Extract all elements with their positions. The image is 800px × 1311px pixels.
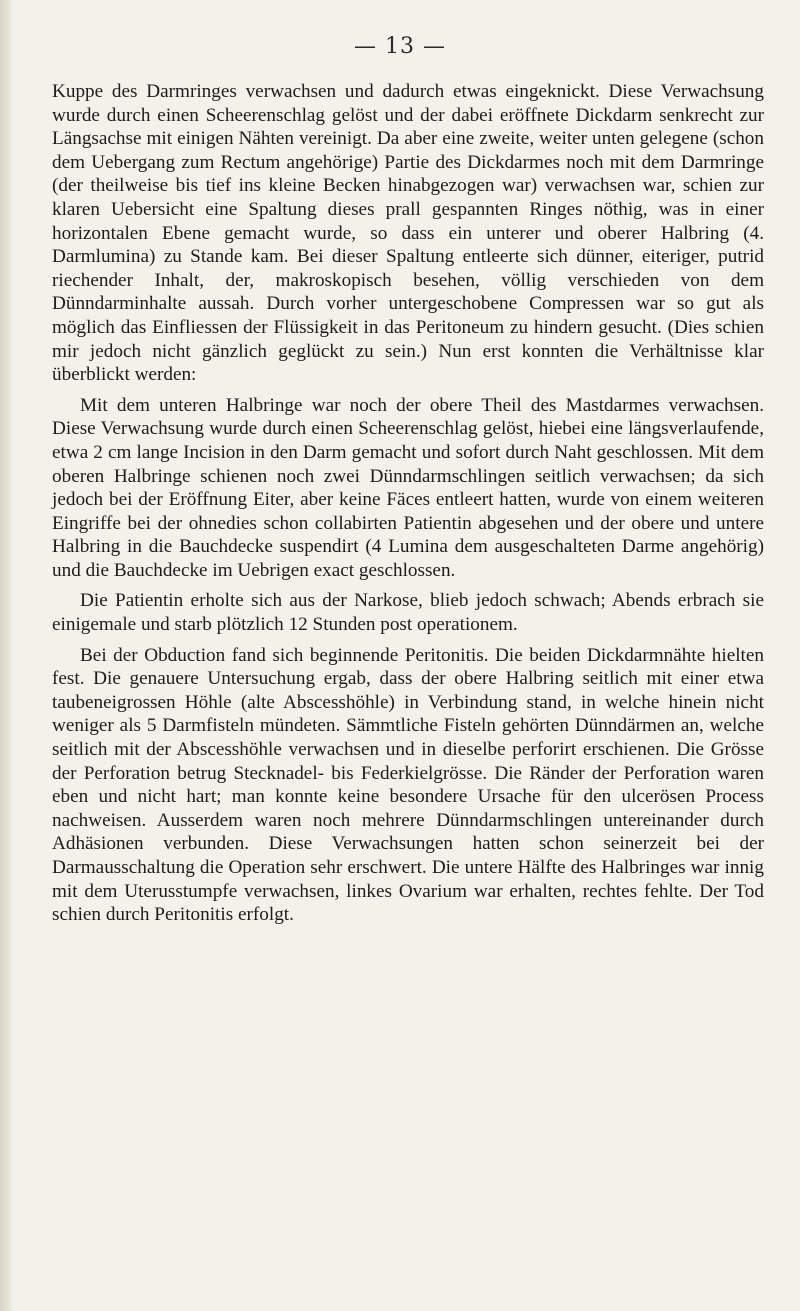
page-number: — 13 — [354, 34, 446, 59]
page-binding-edge [0, 0, 12, 1311]
paragraph-1: Kuppe des Darmringes verwachsen und dadurch etwas eingeknickt. Diese Verwachsung wurde durch einen Scheerenschlag gelöst und der dabei eröffnete Dickdarm senkrecht zur Längsachse mit einigen Nähten vereinigt. Da aber eine zweite, weiter unten gelegene (schon dem Uebergang zum Rectum angehörige) Partie des Dickdarmes noch mit dem Darmringe (der theilweise bis tief ins kleine Becken hinabgezogen war) verwachsen war, schien zur klaren Uebersicht eine Spaltung dieses prall gespannten Ringes nöthig, was in einer horizontalen Ebene gemacht wurde, so dass ein unterer und oberer Halbring (4. Darmlumina) zu Stande kam. Bei dieser Spaltung entleerte sich dünner, eiteriger, putrid riechender Inhalt, der, makroskopisch besehen, völlig verschieden von dem Dünndarminhalte aussah. Durch vorher untergeschobene Compressen war so gut als möglich das Einfliessen der Flüssigkeit in das Peritoneum zu hindern gesucht. (Dies schien mir jedoch nicht gänzlich geglückt zu sein.) Nun erst konnten die Verhältnisse klar überblickt werden: [52, 81, 764, 386]
paragraph-4: Bei der Obduction fand sich beginnende Peritonitis. Die beiden Dickdarmnähte hielten fest. Die genauere Untersuchung ergab, dass der obere Halbring seitlich mit einer etwa taubeneigrossen Höhle (alte Abscesshöhle) in Verbindung stand, in welche hinein nicht weniger als 5 Darmfisteln mündeten. Sämmtliche Fisteln gehörten Dünndärmen an, welche seitlich mit der Abscesshöhle verwachsen und in dieselbe perforirt erschienen. Die Grösse der Perforation betrug Stecknadel- bis Federkielgrösse. Die Ränder der Perforation waren eben und nicht hart; man konnte keine besondere Ursache für den ulcerösen Process nachweisen. Ausserdem waren noch mehrere Dünndarmschlingen untereinander durch Adhäsionen verbunden. Diese Verwachsungen hatten schon seinerzeit bei der Darmausschaltung die Operation sehr erschwert. Die untere Hälfte des Halbringes war innig mit dem Uterusstumpfe verwachsen, linkes Ovarium war erhalten, rechtes fehlte. Der Tod schien durch Peritonitis erfolgt. [52, 644, 764, 926]
paragraph-3: Die Patientin erholte sich aus der Narkose, blieb jedoch schwach; Abends erbrach sie einigemale und starb plötzlich 12 Stunden post operationem. [52, 590, 764, 636]
body-text [52, 80, 764, 934]
paragraph-2: Mit dem unteren Halbringe war noch der obere Theil des Mastdarmes verwachsen. Diese Verwachsung wurde durch einen Scheerenschlag gelöst, hiebei eine längsverlaufende, etwa 2 cm lange Incision in den Darm gemacht und sofort durch Naht geschlossen. Mit dem oberen Halbringe schienen noch zwei Dünndarmschlingen seitlich verwachsen; da sich jedoch bei der Eröffnung Eiter, aber keine Fäces entleert hatten, wurde von einem weiteren Eingriffe bei der ohnedies schon collabirten Patientin abgesehen und der obere und untere Halbring in die Bauchdecke suspendirt (4 Lumina dem ausgeschalteten Darme angehörig) und die Bauchdecke im Uebrigen exact geschlossen. [52, 394, 764, 581]
